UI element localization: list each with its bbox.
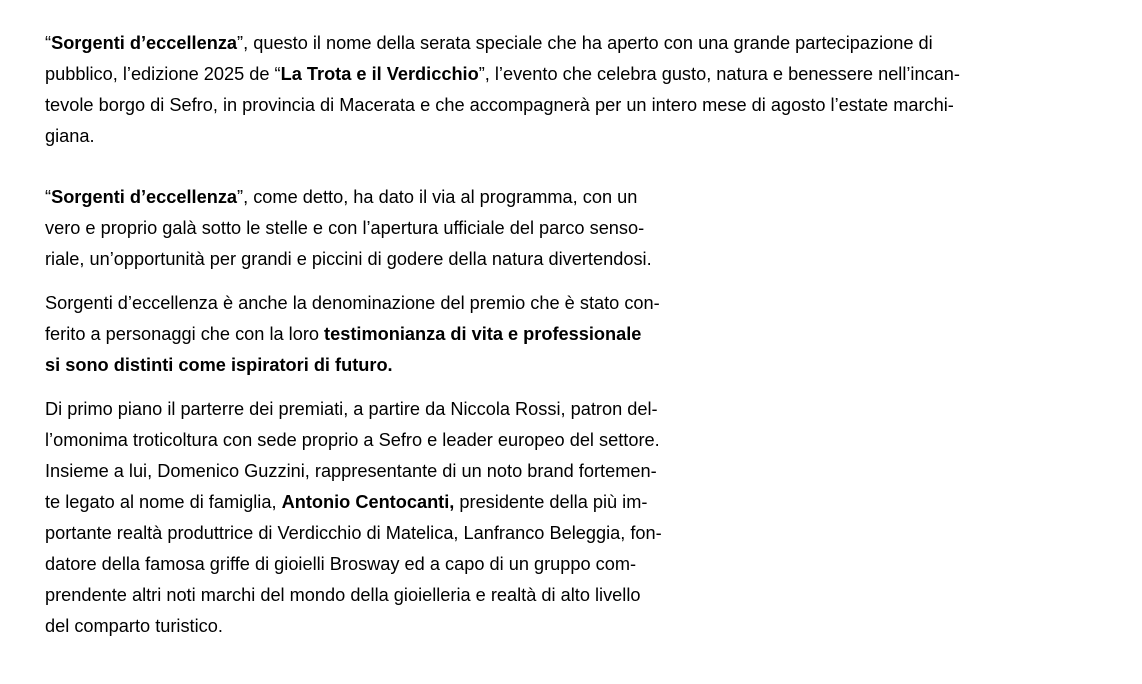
text-line xyxy=(45,425,745,456)
text-segment: pubblico, l’edizione 2025 de “ xyxy=(45,64,281,84)
article-body xyxy=(45,28,1115,642)
text-line xyxy=(45,549,745,580)
text-segment: presidente della più im- xyxy=(454,492,648,512)
text-segment: Sorgenti d’eccellenza è anche la denominazione del premio che è stato con- xyxy=(45,293,660,313)
text-segment: portante realtà produttrice di Verdicchio di Matelica, Lanfranco Beleggia, fon- xyxy=(45,523,662,543)
text-segment: te legato al nome di famiglia, xyxy=(45,492,282,512)
text-segment: vero e proprio galà sotto le stelle e con l’apertura ufficiale del parco senso- xyxy=(45,218,645,238)
text-segment: tevole borgo di Sefro, in provincia di Macerata e che accompagnerà per un intero mese di agosto l’estate marchi- xyxy=(45,95,954,115)
paragraph-winners xyxy=(45,394,745,642)
text-line xyxy=(45,182,745,213)
text-line xyxy=(45,28,1105,59)
text-segment: ”, come detto, ha dato il via al programma, con un xyxy=(237,187,638,207)
text-segment: Insieme a lui, Domenico Guzzini, rappresentante di un noto brand fortemen- xyxy=(45,461,657,481)
text-segment: prendente altri noti marchi del mondo della gioielleria e realtà di alto livello xyxy=(45,585,641,605)
text-line xyxy=(45,518,745,549)
text-line xyxy=(45,394,745,425)
text-line xyxy=(45,487,745,518)
text-segment: “ xyxy=(45,33,52,53)
text-line xyxy=(45,611,745,642)
bold-text: si sono distinti come ispiratori di futuro. xyxy=(45,355,393,375)
text-line xyxy=(45,59,1105,90)
text-line xyxy=(45,350,745,381)
text-line xyxy=(45,213,745,244)
paragraph-award xyxy=(45,288,745,381)
text-segment: ”, questo il nome della serata speciale che ha aperto con una grande partecipazione di xyxy=(237,33,933,53)
bold-text: Antonio Centocanti, xyxy=(281,492,455,512)
text-segment: “ xyxy=(45,187,52,207)
text-segment: riale, un’opportunità per grandi e piccini di godere della natura divertendosi. xyxy=(45,249,652,269)
text-line xyxy=(45,244,745,275)
text-line xyxy=(45,319,745,350)
text-segment: Di primo piano il parterre dei premiati, a partire da Niccola Rossi, patron del- xyxy=(45,399,658,419)
text-segment: l’omonima troticoltura con sede proprio a Sefro e leader europeo del settore. xyxy=(45,430,660,450)
paragraph-program xyxy=(45,182,745,275)
text-segment: ferito a personaggi che con la loro xyxy=(45,324,325,344)
text-line xyxy=(45,288,745,319)
text-line xyxy=(45,121,1105,152)
bold-text: Sorgenti d’eccellenza xyxy=(51,33,238,53)
text-segment: giana. xyxy=(45,126,95,146)
paragraph-intro xyxy=(45,28,1105,152)
text-segment: del comparto turistico. xyxy=(45,616,223,636)
text-line xyxy=(45,456,745,487)
bold-text: Sorgenti d’eccellenza xyxy=(51,187,238,207)
text-segment: datore della famosa griffe di gioielli Brosway ed a capo di un gruppo com- xyxy=(45,554,637,574)
text-line xyxy=(45,580,745,611)
text-line xyxy=(45,90,1105,121)
bold-text: La Trota e il Verdicchio xyxy=(280,64,479,84)
bold-text: testimonianza di vita e professionale xyxy=(324,324,642,344)
text-segment: ”, l’evento che celebra gusto, natura e benessere nell’incan- xyxy=(478,64,960,84)
